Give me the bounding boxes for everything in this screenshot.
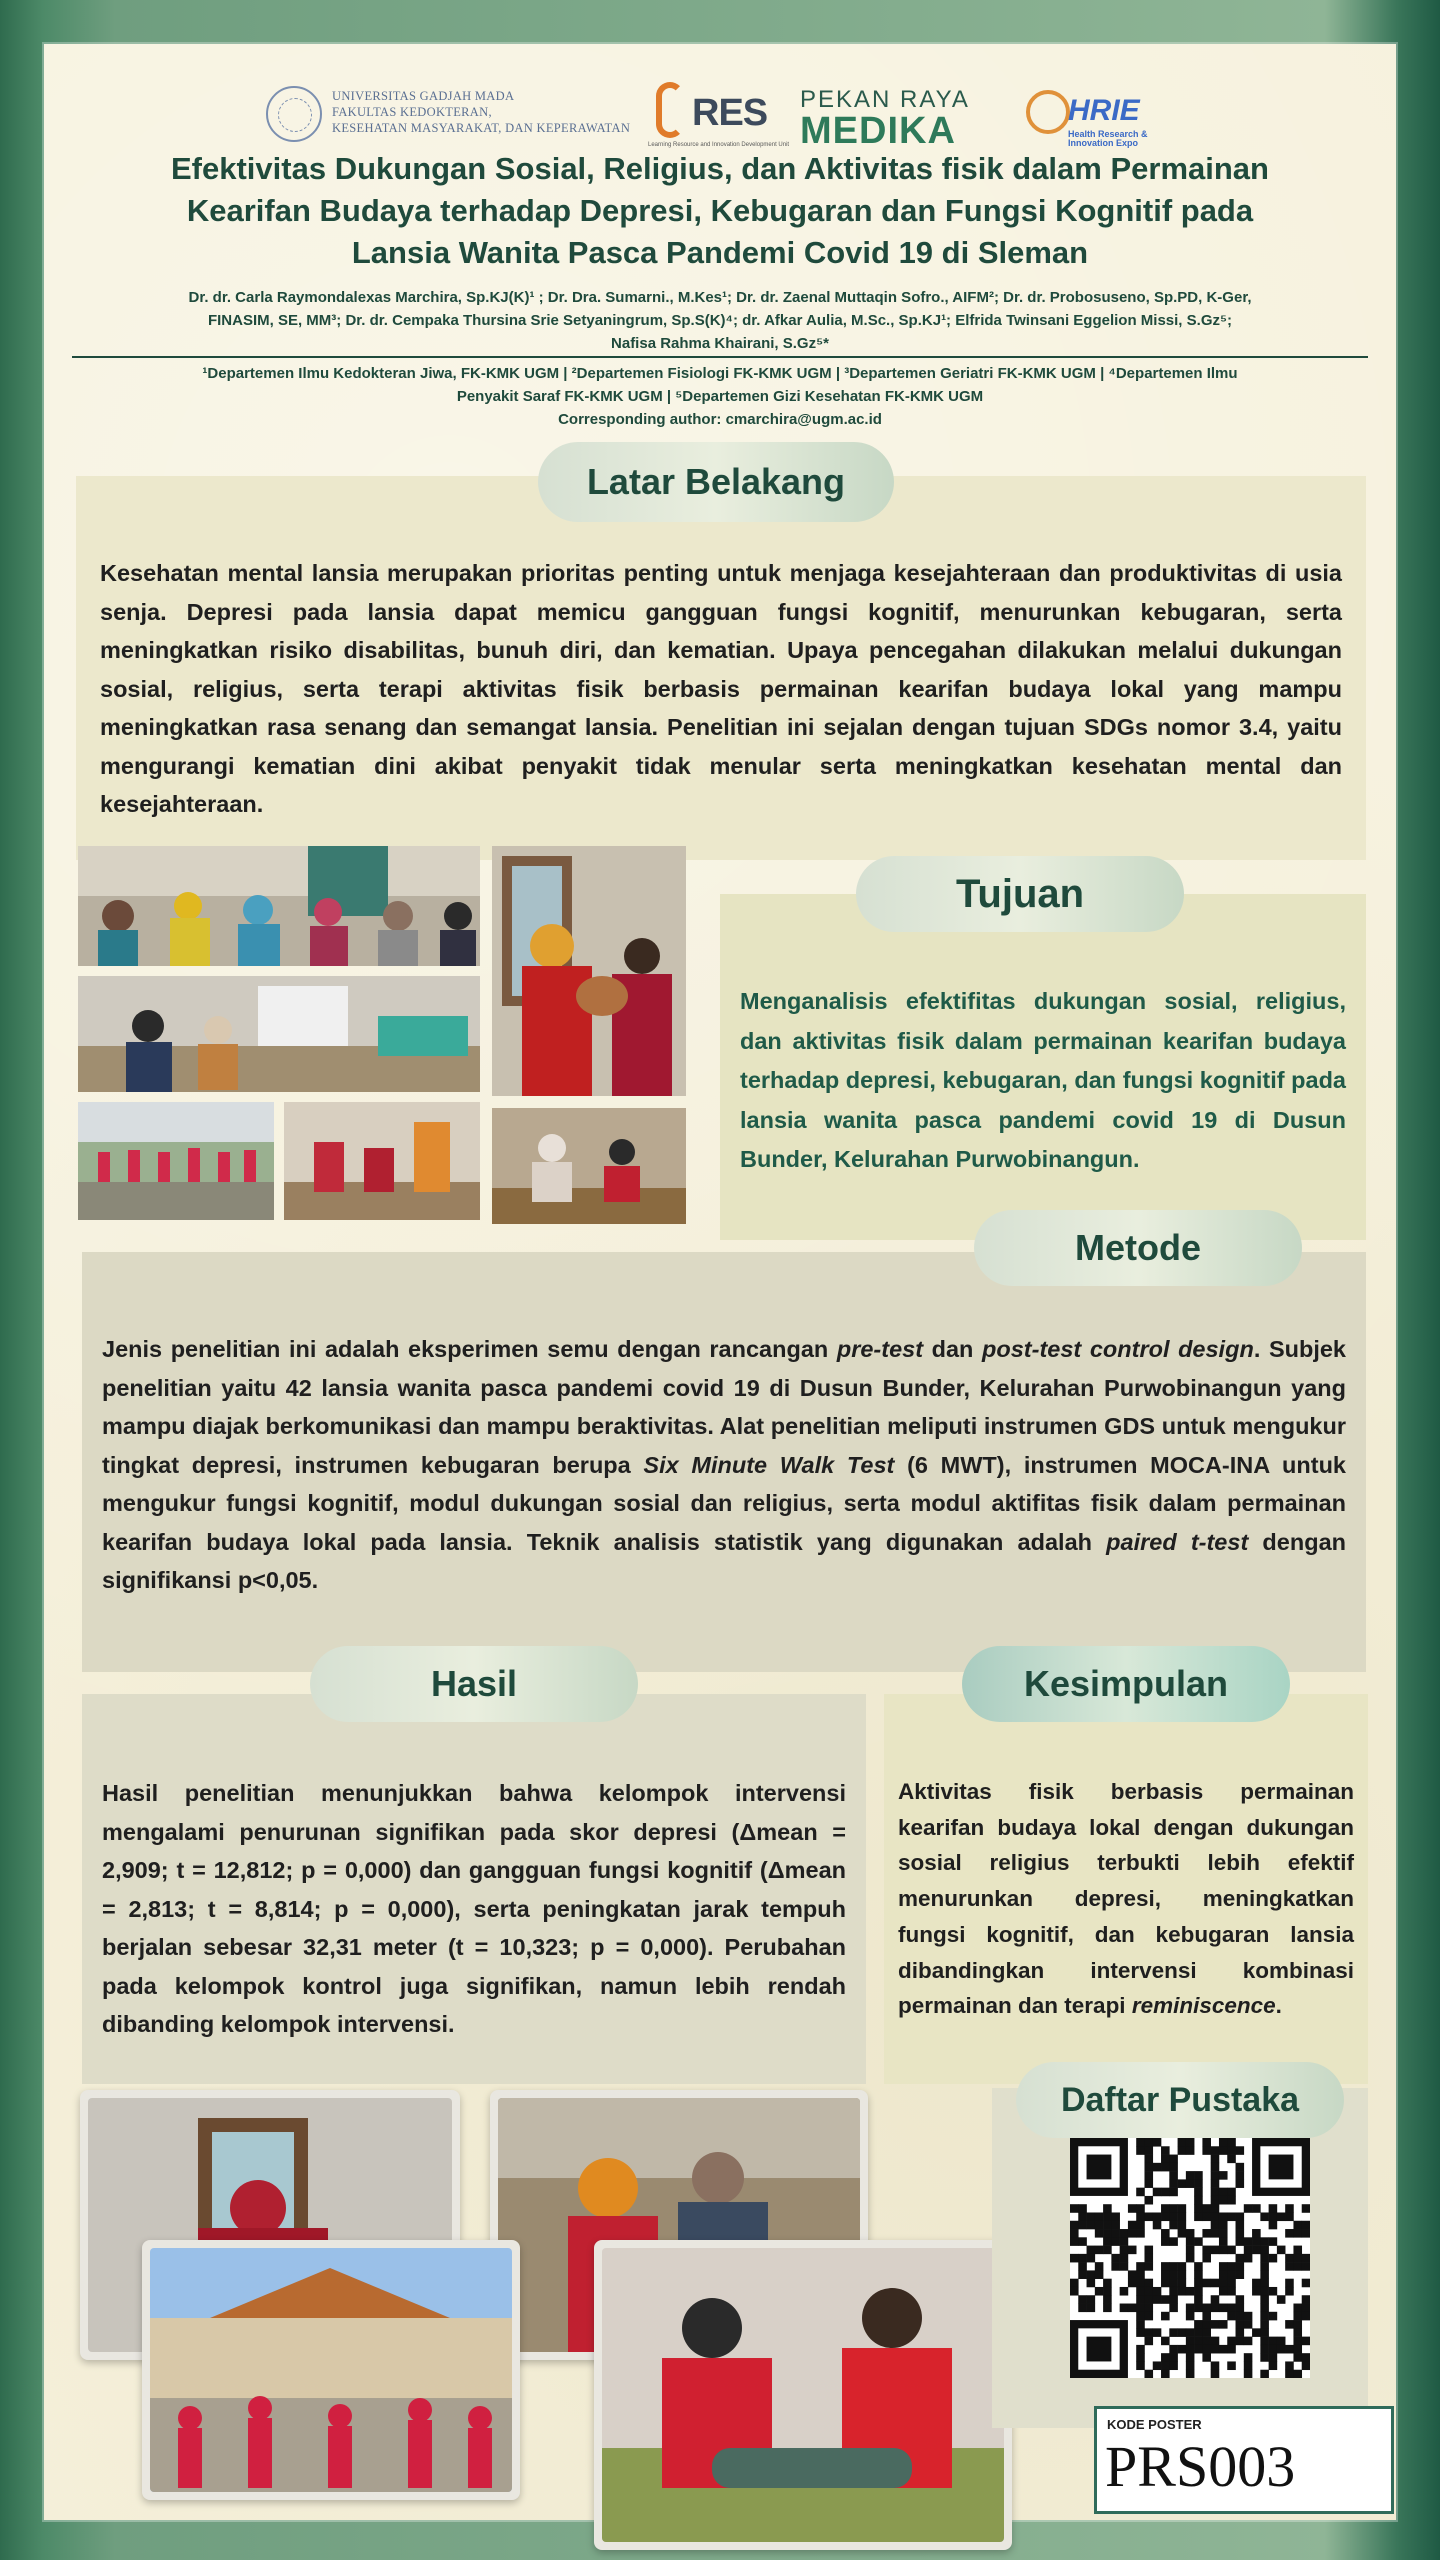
metode-text: Jenis penelitian ini adalah eksperimen semu dengan rancangan pre-test dan post-test control design. Subjek penelitian yaitu 42 lansia wanita pasca pandemi covid 19 di Dusun Bunder, Kelurahan Purwobinangun yang mampu diajak berkomunikasi dan mampu beraktivitas. Alat penelitian meliputi instrumen GDS untuk mengukur tingkat depresi, instrumen kebugaran berupa Six Minute Walk Test (6 MWT), instrumen MOCA-INA untuk mengukur fungsi kognitif, modul dukungan sosial dan religius, serta modul aktifitas fisik dalam permainan kearifan budaya lokal pada lansia. Teknik analisis statistik yang digunakan adalah paired t-test dengan signifikansi p<0,05. (102, 1336, 1346, 1593)
header-divider (72, 356, 1368, 358)
photo-group-sitting (78, 846, 480, 966)
kesimpulan-panel (884, 1694, 1368, 2084)
photo-presentation (78, 976, 480, 1092)
res-hook-icon (656, 82, 684, 138)
poster-code-box (1094, 2406, 1394, 2514)
tujuan-text: Menganalisis efektifitas dukungan sosial, religius, dan aktivitas fisik dalam permainan kearifan budaya terhadap depresi, kebugaran, dan fungsi kognitif pada lansia wanita pasca pandemi covid 19 di Dusun Bunder, Kelurahan Purwobinangun. (740, 988, 1346, 1172)
kesimpulan-heading: Kesimpulan (962, 1646, 1290, 1722)
latar-belakang-text: Kesehatan mental lansia merupakan prioritas penting untuk menjaga kesejahteraan dan produktivitas di usia senja. Depresi pada lansia dapat memicu gangguan fungsi kognitif, menurunkan kebugaran, serta meningkatkan risiko disabilitas, bunuh diri, dan kematian. Upaya pencegahan dilakukan melalui dukungan sosial, religius, serta terapi aktivitas fisik berbasis permainan kearifan budaya lokal yang mampu meningkatkan rasa senang dan semangat lansia. Penelitian ini sejalan dengan tujuan SDGs nomor 3.4, yaitu mengurangi kematian dini akibat penyakit tidak menular serta meningkatkan kesehatan mental dan kesejahteraan. (100, 560, 1342, 817)
tujuan-heading: Tujuan (856, 856, 1184, 932)
hrie-logo: HRIE (1068, 94, 1140, 127)
prm-logo-bottom: MEDIKA (800, 110, 956, 152)
prm-logo-top: PEKAN RAYA (800, 86, 970, 113)
photo-floor-group (492, 1108, 686, 1224)
poster-code-value: PRS003 (1105, 2434, 1296, 2499)
photo-frame-outdoor-dance (142, 2240, 520, 2500)
latar-belakang-panel (76, 476, 1366, 860)
poster-title: Efektivitas Dukungan Sosial, Religius, dan Aktivitas fisik dalam Permainan Kearifan Budaya terhadap Depresi, Kebugaran dan Fungsi Kognitif pada Lansia Wanita Pasca Pandemi Covid 19 di Sleman (171, 151, 1269, 270)
author-list: Dr. dr. Carla Raymondalexas Marchira, Sp.KJ(K)¹ ; Dr. Dra. Sumarni., M.Kes¹; Dr. dr. Zaenal Muttaqin Sofro., AIFM²; Dr. dr. Probosuseno, Sp.PD, K-Ger, FINASIM, SE, MM³; Dr. dr. Cempaka Thursina Srie Setyaningrum, Sp.S(K)⁴; dr. Afkar Aulia, M.Sc., Sp.KJ¹; Elfrida Twinsani Eggelion Missi, S.Gz⁵; Nafisa Rahma Khairani, S.Gz⁵* (188, 289, 1252, 352)
ugm-logo-text: UNIVERSITAS GADJAH MADA FAKULTAS KEDOKTERAN, KESEHATAN MASYARAKAT, DAN KEPERAWATAN (332, 89, 631, 135)
photo-exercise-outdoor (78, 1102, 274, 1220)
poster (44, 44, 1396, 2520)
tujuan-panel (720, 894, 1366, 1240)
photo-floor-game (284, 1102, 480, 1220)
res-logo: RES (692, 92, 768, 134)
hasil-heading: Hasil (310, 1646, 638, 1722)
daftar-pustaka-heading: Daftar Pustaka (1016, 2062, 1344, 2138)
poster-code-label: KODE POSTER (1107, 2417, 1202, 2432)
hasil-text: Hasil penelitian menunjukkan bahwa kelompok intervensi mengalami penurunan signifikan pada skor depresi (Δmean = 2,909; t = 12,812; p = 0,000) dan gangguan fungsi kognitif (Δmean = 2,813; t = 8,814; p = 0,000), serta peningkatan jarak tempuh berjalan sebesar 32,31 meter (t = 10,323; p = 0,000). Perubahan pada kelompok kontrol juga signifikan, namun lebih rendah dibanding kelompok intervensi. (102, 1780, 846, 2037)
res-logo-subtitle: Learning Resource and Innovation Development Unit (648, 142, 790, 148)
qr-code-icon[interactable] (1070, 2138, 1310, 2378)
hasil-panel (82, 1694, 866, 2084)
hrie-head-icon (1026, 90, 1070, 134)
latar-belakang-heading: Latar Belakang (538, 442, 894, 522)
ugm-seal-icon (266, 86, 322, 142)
photo-woman-pot (492, 846, 686, 1096)
kesimpulan-text: Aktivitas fisik berbasis permainan kearifan budaya lokal dengan dukungan sosial religius terbukti lebih efektif menurunkan depresi, meningkatkan fungsi kognitif, dan kebugaran lansia dibandingkan intervensi kombinasi permainan dan terapi reminiscence. (898, 1779, 1354, 2019)
affiliations: ¹Departemen Ilmu Kedokteran Jiwa, FK-KMK UGM | ²Departemen Fisiologi FK-KMK UGM | ³Departemen Geriatri FK-KMK UGM | ⁴Departemen Ilmu Penyakit Saraf FK-KMK UGM | ⁵Departemen Gizi Kesehatan FK-KMK UGM Corresponding author: cmarchira@ugm.ac.id (202, 365, 1238, 428)
photo-frame-congklak (594, 2240, 1012, 2550)
hrie-logo-subtitle: Health Research & Innovation Expo (1068, 129, 1148, 148)
metode-panel (82, 1252, 1366, 1672)
metode-heading: Metode (974, 1210, 1302, 1286)
